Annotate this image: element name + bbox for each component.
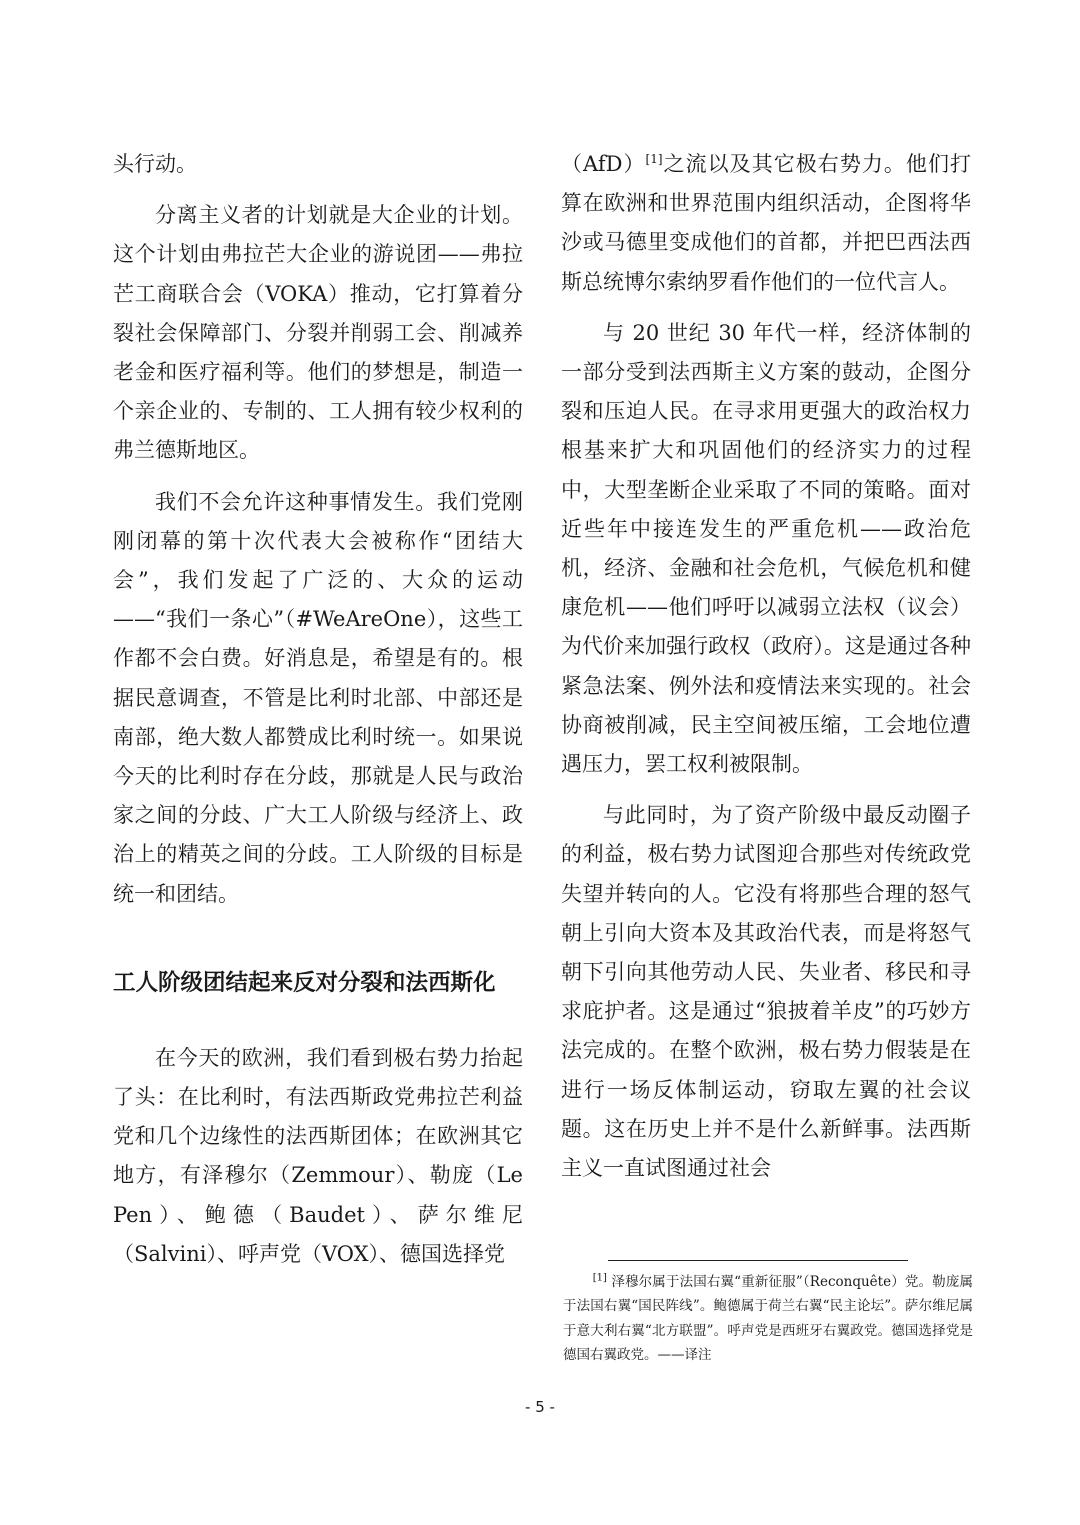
paragraph: 在今天的欧洲，我们看到极右势力抬起了头：在比利时，有法西斯政党弗拉芒利益党和几个边缘性的法西斯团体；在欧洲其它地方，有泽穆尔（Zemmour）、勒庞（Le Pen）、鲍德（Baudet）、萨尔维尼（Salvini）、呼声党（VOX）、德国选择党 [113, 1045, 523, 1266]
paragraph-text: （AfD） [561, 152, 646, 176]
paragraph: 分离主义者的计划就是大企业的计划。这个计划由弗拉芒大企业的游说团——弗拉芒工商联合会（VOKA）推动，它打算着分裂社会保障部门、分裂并削弱工会、削减养老金和医疗福利等。他们的梦想是，制造一个亲企业的、专制的、工人拥有较少权利的弗兰德斯地区。 [113, 203, 523, 463]
paragraph [561, 145, 971, 302]
footnote-mark: [1] [592, 1272, 607, 1284]
left-column [113, 145, 523, 1286]
paragraph: 与 20 世纪 30 年代一样，经济体制的一部分受到法西斯主义方案的鼓动，企图分裂和压迫人民。在寻求用更强大的政治权力根基来扩大和巩固他们的经济实力的过程中，大型垄断企业采取了不同的策略。面对近些年中接连发生的严重危机——政治危机，经济、金融和社会危机，气候危机和健康危机——他们呼吁以减弱立法权（议会）为代价来加强行政权（政府）。这是通过各种紧急法案、例外法和疫情法来实现的。社会协商被削减，民主空间被压缩，工会地位遭遇压力，罢工权利被限制。 [561, 320, 971, 777]
footnote-paragraph [563, 1270, 973, 1367]
paragraph: 我们不会允许这种事情发生。我们党刚刚闭幕的第十次代表大会被称作“团结大会”，我们发起了广泛的、大众的运动——“我们一条心”（#WeAreOne），这些工作都不会白费。好消息是，希望是有的。根据民意调查，不管是比利时北部、中部还是南部，绝大数人都赞成比利时统一。如果说今天的比利时存在分歧，那就是人民与政治家之间的分歧、广大工人阶级与经济上、政治上的精英之间的分歧。工人阶级的目标是统一和团结。 [113, 489, 523, 906]
footnote-reference[interactable]: [1] [645, 152, 663, 166]
footnote-separator [608, 1260, 908, 1261]
paragraph: 头行动。 [113, 152, 197, 176]
paragraph: 与此同时，为了资产阶级中最反动圈子的利益，极右势力试图迎合那些对传统政党失望并转向的人。它没有将那些合理的怒气朝上引向大资本及其政治代表，而是将怒气朝下引向其他劳动人民、失业者、移民和寻求庇护者。这是通过“狼披着羊皮”的巧妙方法完成的。在整个欧洲，极右势力假装是在进行一场反体制运动，窃取左翼的社会议题。这在历史上并不是什么新鲜事。法西斯主义一直试图通过社会 [561, 803, 971, 1181]
paragraph-text: 之流以及其它极右势力。他们打算在欧洲和世界范围内组织活动，企图将华沙或马德里变成他们的首都，并把巴西法西斯总统博尔索纳罗看作他们的一位代言人。 [561, 152, 972, 294]
section-heading: 工人阶级团结起来反对分裂和法西斯化 [113, 969, 496, 996]
footnote-text: 泽穆尔属于法国右翼“重新征服”（Reconquête）党。勒庞属于法国右翼“国民阵线”。鲍德属于荷兰右翼“民主论坛”。萨尔维尼属于意大利右翼“北方联盟”。呼声党是西班牙右翼政党。德国选择党是德国右翼政党。——译注 [563, 1274, 973, 1363]
page-number: - 5 - [525, 1398, 555, 1416]
footnote [563, 1270, 973, 1367]
right-column [561, 145, 971, 1200]
